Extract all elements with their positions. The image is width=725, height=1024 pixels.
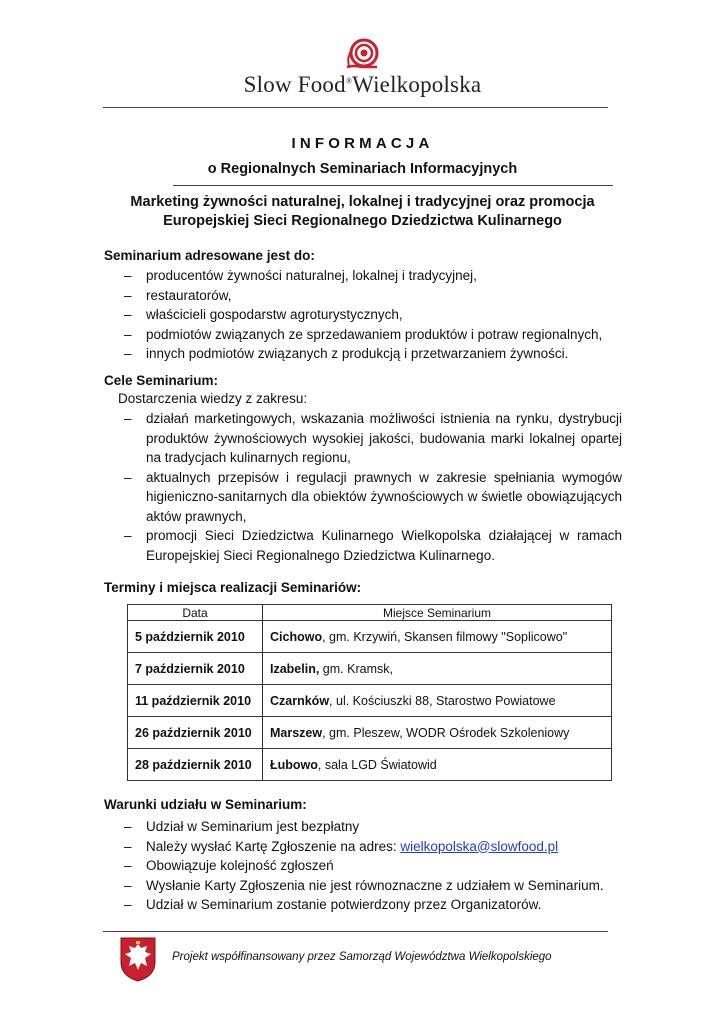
place-cell: Czarnków, ul. Kościuszki 88, Starostwo Powiatowe — [263, 685, 612, 717]
place-cell: Łubowo, sala LGD Światowid — [263, 749, 612, 781]
list-item: – Obowiązuje kolejność zgłoszeń — [124, 856, 624, 876]
list-item: – właścicieli gospodarstw agroturystycznych, — [124, 305, 624, 325]
goals-list — [124, 409, 622, 565]
brand-name: Slow Food®Wielkopolska — [243, 72, 482, 97]
schedule-heading: Terminy i miejsca realizacji Seminariów: — [104, 580, 362, 595]
date-cell: 26 październik 2010 — [128, 717, 263, 749]
date-cell: 7 październik 2010 — [128, 653, 263, 685]
snail-icon — [341, 36, 385, 72]
date-cell: 11 październik 2010 — [128, 685, 263, 717]
footer-divider — [103, 931, 608, 932]
title-divider — [173, 185, 613, 186]
place-cell: Izabelin, gm. Kramsk, — [263, 653, 612, 685]
footer-note: Projekt współfinansowany przez Samorząd Województwa Wielkopolskiego — [172, 951, 552, 963]
conditions-list — [124, 817, 624, 915]
doc-topic: Marketing żywności naturalnej, lokalnej i tradycyjnej oraz promocja Europejskiej Sieci Regionalnego Dziedzictwa Kulinarnego — [130, 194, 595, 229]
list-item: – producentów żywności naturalnej, lokalnej i tradycyjnej, — [124, 266, 624, 286]
col-place-header: Miejsce Seminarium — [263, 605, 612, 621]
date-cell: 28 październik 2010 — [128, 749, 263, 781]
schedule-table — [127, 604, 612, 781]
eagle-crest-icon — [119, 936, 157, 982]
header-logo — [0, 36, 725, 98]
list-item: – podmiotów związanych ze sprzedawaniem produktów i potraw regionalnych, — [124, 325, 624, 345]
email-link[interactable]: wielkopolska@slowfood.pl — [400, 838, 559, 854]
list-item: – innych podmiotów związanych z produkcją i przetwarzaniem żywności. — [124, 344, 624, 364]
header-divider — [103, 107, 608, 108]
audience-heading: Seminarium adresowane jest do: — [104, 248, 315, 263]
place-cell: Cichowo, gm. Krzywiń, Skansen filmowy "Soplicowo" — [263, 621, 612, 653]
goals-heading: Cele Seminarium: — [104, 373, 219, 388]
table-row — [128, 621, 612, 653]
list-item: – restauratorów, — [124, 286, 624, 306]
goals-intro: Dostarczenia wiedzy z zakresu: — [118, 391, 308, 406]
table-row — [128, 685, 612, 717]
place-cell: Marszew, gm. Pleszew, WODR Ośrodek Szkoleniowy — [263, 717, 612, 749]
doc-subtitle: o Regionalnych Seminariach Informacyjnych — [207, 161, 518, 177]
conditions-heading: Warunki udziału w Seminarium: — [104, 797, 307, 812]
col-date-header: Data — [128, 605, 263, 621]
table-row — [128, 717, 612, 749]
list-item: – Należy wysłać Kartę Zgłoszenie na adres: wielkopolska@slowfood.pl — [124, 837, 624, 857]
audience-list — [124, 266, 624, 364]
table-row — [128, 749, 612, 781]
list-item: – Udział w Seminarium zostanie potwierdzony przez Organizatorów. — [124, 895, 624, 915]
table-header-row — [128, 605, 612, 621]
list-item: – Wysłanie Karty Zgłoszenia nie jest równoznaczne z udziałem w Seminarium. — [124, 876, 624, 896]
doc-title: INFORMACJA — [291, 135, 434, 152]
date-cell: 5 październik 2010 — [128, 621, 263, 653]
list-item: – aktualnych przepisów i regulacji prawnych w zakresie spełniania wymogów higieniczno-sanitarnych dla obiektów żywnościowych w świetle obowiązujących aktów prawnych, — [124, 468, 622, 527]
list-item: – działań marketingowych, wskazania możliwości istnienia na rynku, dystrybucji produktów żywnościowych wysokiej jakości, budowania marki lokalnej opartej na tradycjach kulinarnych regionu, — [124, 409, 622, 468]
list-item: – promocji Sieci Dziedzictwa Kulinarnego Wielkopolska działającej w ramach Europejskiej Sieci Regionalnego Dziedzictwa Kulinarnego. — [124, 526, 622, 565]
table-row — [128, 653, 612, 685]
list-item: – Udział w Seminarium jest bezpłatny — [124, 817, 624, 837]
